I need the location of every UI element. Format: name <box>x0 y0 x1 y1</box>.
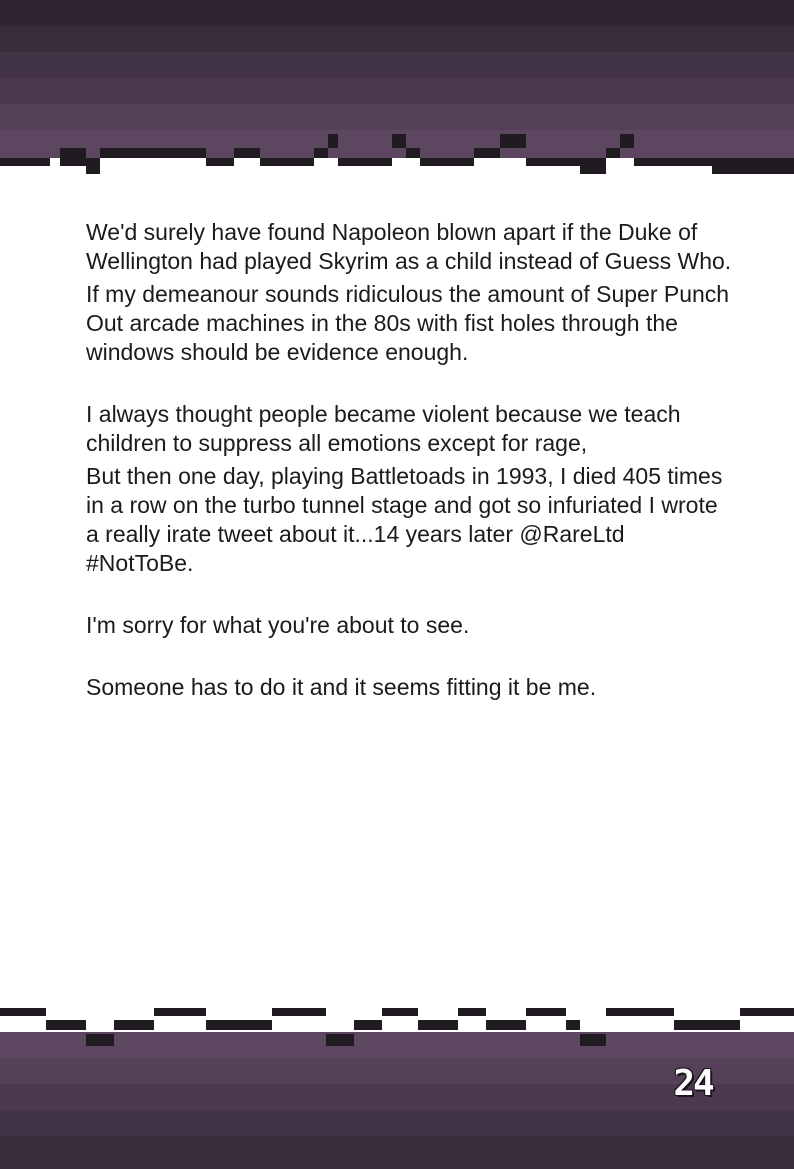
paragraph-sorry: I'm sorry for what you're about to see. <box>86 612 470 638</box>
paragraph-super-punch-out: If my demeanour sounds ridiculous the amount of Super Punch Out arcade machines in the 80s with fist holes through the windows should be evidence enough. <box>86 281 730 365</box>
top-pixel-border-graphic <box>0 0 794 176</box>
paragraph-someone: Someone has to do it and it seems fitting it be me. <box>86 674 597 700</box>
paragraph-napoleon: We'd surely have found Napoleon blown apart if the Duke of Wellington had played Skyrim as a child instead of Guess Who. <box>86 219 732 274</box>
page-number: 24 <box>673 1063 713 1104</box>
paragraph-battletoads: But then one day, playing Battletoads in 1993, I died 405 times in a row on the turbo tunnel stage and got so infuriated I wrote a really irate tweet about it...14 years later @RareLtd #NotToBe. <box>86 463 723 576</box>
paragraph-violence: I always thought people became violent because we teach children to suppress all emotions except for rage, <box>86 401 681 456</box>
top-pixel-border <box>0 0 794 176</box>
body-text <box>86 218 736 702</box>
